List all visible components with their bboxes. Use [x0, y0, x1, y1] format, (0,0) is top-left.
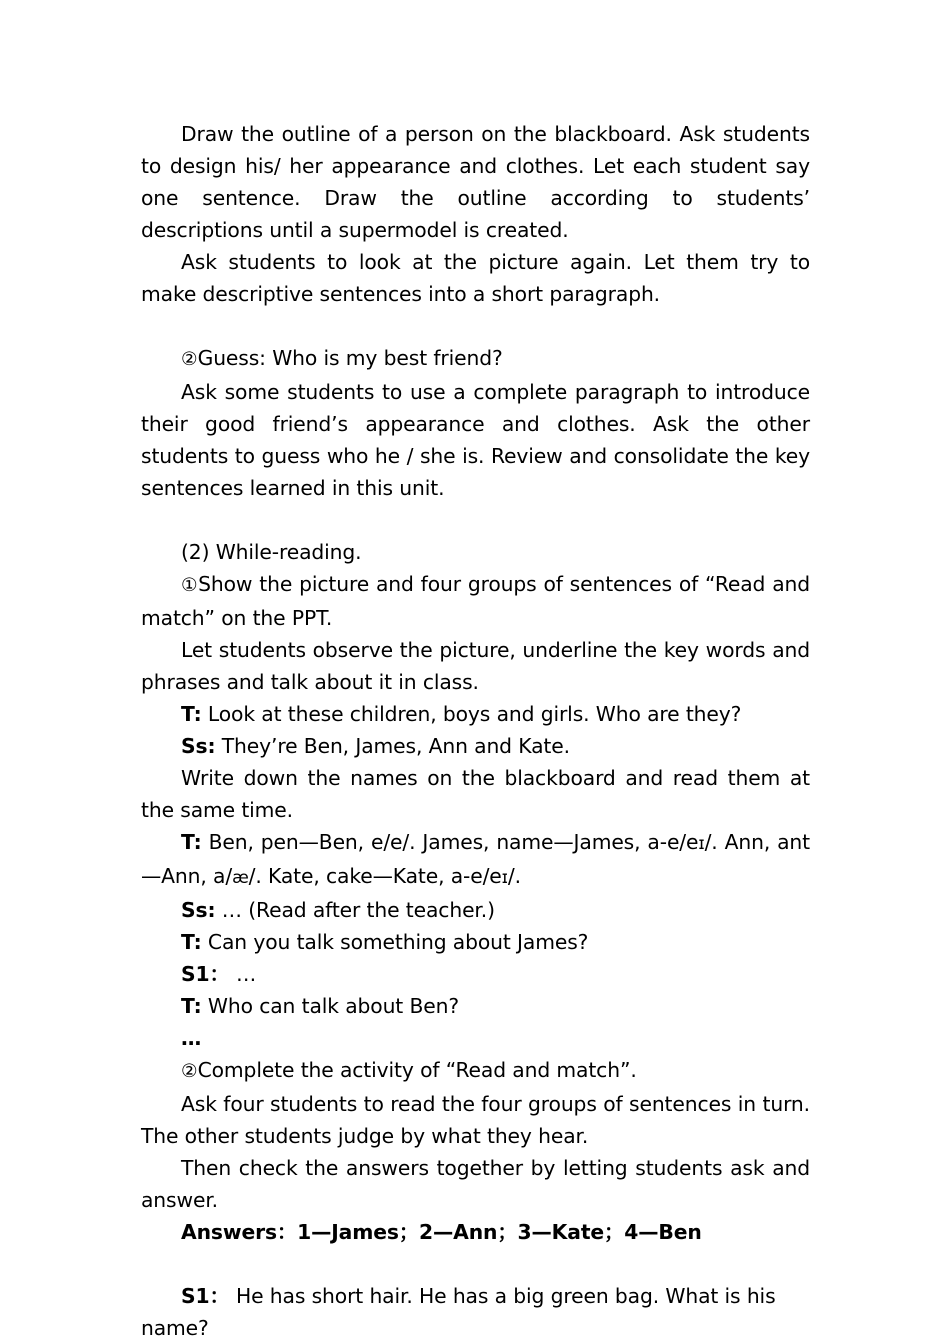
- paragraph: [141, 1152, 810, 1216]
- paragraph: [141, 1022, 810, 1054]
- paragraph: [141, 568, 810, 634]
- dialogue-text: Ben, pen—Ben, e/e/. James, name—James, a-e/e: [201, 830, 699, 854]
- dialogue-speaker-label: T:: [181, 930, 202, 954]
- dialogue-text: They’re Ben, James, Ann and Kate.: [215, 734, 570, 758]
- paragraph: [141, 536, 810, 568]
- dialogue-text: /.: [507, 864, 521, 888]
- dialogue-speaker-label: S1：: [181, 1284, 230, 1308]
- paragraph: [141, 1054, 810, 1088]
- dialogue-speaker-label: T:: [181, 994, 202, 1018]
- paragraph: [141, 118, 810, 246]
- dialogue-speaker-label: Ss:: [181, 898, 216, 922]
- circled-number-marker: ②: [181, 1061, 198, 1082]
- paragraph: [141, 342, 810, 376]
- paragraph-text: Ask students to look at the picture again. Let them try to make descriptive sentences into a short paragraph.: [141, 250, 810, 306]
- paragraph-text: (2) While-reading.: [181, 540, 362, 564]
- circled-number-marker: ①: [181, 575, 199, 596]
- paragraph: [141, 730, 810, 762]
- paragraph-text: Draw the outline of a person on the blackboard. Ask students to design his/ her appearance and clothes. Let each student say one sentence. Draw the outline according to students’ descriptions until a supermodel is created.: [141, 122, 810, 242]
- blank-line: [141, 310, 810, 342]
- dialogue-speaker-label: T:: [181, 702, 202, 726]
- paragraph-text: Show the picture and four groups of sentences of “Read and match” on the PPT.: [141, 572, 810, 630]
- dialogue-text: Who can talk about Ben?: [201, 994, 459, 1018]
- bold-paragraph-text: …: [181, 1026, 202, 1050]
- paragraph-text: Ask some students to use a complete paragraph to introduce their good friend’s appearance and clothes. Ask the other students to guess who he / she is. Review and consolidate the key sentences learned in this unit.: [141, 380, 810, 500]
- document-body: [141, 118, 810, 1344]
- blank-line: [141, 1248, 810, 1280]
- dialogue-text: Look at these children, boys and girls. Who are they?: [201, 702, 742, 726]
- paragraph: [141, 634, 810, 698]
- dialogue-speaker-label: T:: [181, 830, 202, 854]
- paragraph: [141, 958, 810, 990]
- paragraph: [141, 698, 810, 730]
- blank-line: [141, 504, 810, 536]
- dialogue-text: He has short hair. He has a big green bag. What is his name?: [141, 1284, 776, 1340]
- ipa-symbol: æ: [232, 868, 249, 888]
- paragraph: [141, 1088, 810, 1152]
- dialogue-text: /. Ann, ant—Ann, a/: [141, 830, 810, 888]
- dialogue-text: /. Kate, cake—Kate, a-e/e: [248, 864, 502, 888]
- bold-paragraph-text: Answers：1—James；2—Ann；3—Kate；4—Ben: [181, 1220, 702, 1244]
- paragraph-text: Then check the answers together by letting students ask and answer.: [141, 1156, 810, 1212]
- paragraph: [141, 826, 810, 894]
- paragraph: [141, 376, 810, 504]
- dialogue-speaker-label: S1：: [181, 962, 230, 986]
- paragraph: [141, 990, 810, 1022]
- dialogue-speaker-label: Ss:: [181, 734, 216, 758]
- dialogue-text: Can you talk something about James?: [201, 930, 589, 954]
- paragraph-text: Complete the activity of “Read and match”.: [197, 1058, 637, 1082]
- circled-number-marker: ②: [181, 349, 198, 370]
- paragraph: [141, 246, 810, 310]
- paragraph-text: Write down the names on the blackboard and read them at the same time.: [141, 766, 810, 822]
- paragraph: [141, 762, 810, 826]
- paragraph: [141, 1216, 810, 1248]
- dialogue-text: …: [229, 962, 257, 986]
- paragraph-text: Guess: Who is my best friend?: [197, 346, 503, 370]
- dialogue-text: … (Read after the teacher.): [215, 898, 495, 922]
- ipa-symbol: ɪ: [698, 834, 705, 854]
- paragraph: [141, 926, 810, 958]
- paragraph-text: Ask four students to read the four groups of sentences in turn. The other students judge by what they hear.: [141, 1092, 810, 1148]
- paragraph: [141, 1280, 810, 1344]
- ipa-symbol: ɪ: [501, 868, 508, 888]
- paragraph: [141, 894, 810, 926]
- paragraph-text: Let students observe the picture, underline the key words and phrases and talk about it in class.: [141, 638, 810, 694]
